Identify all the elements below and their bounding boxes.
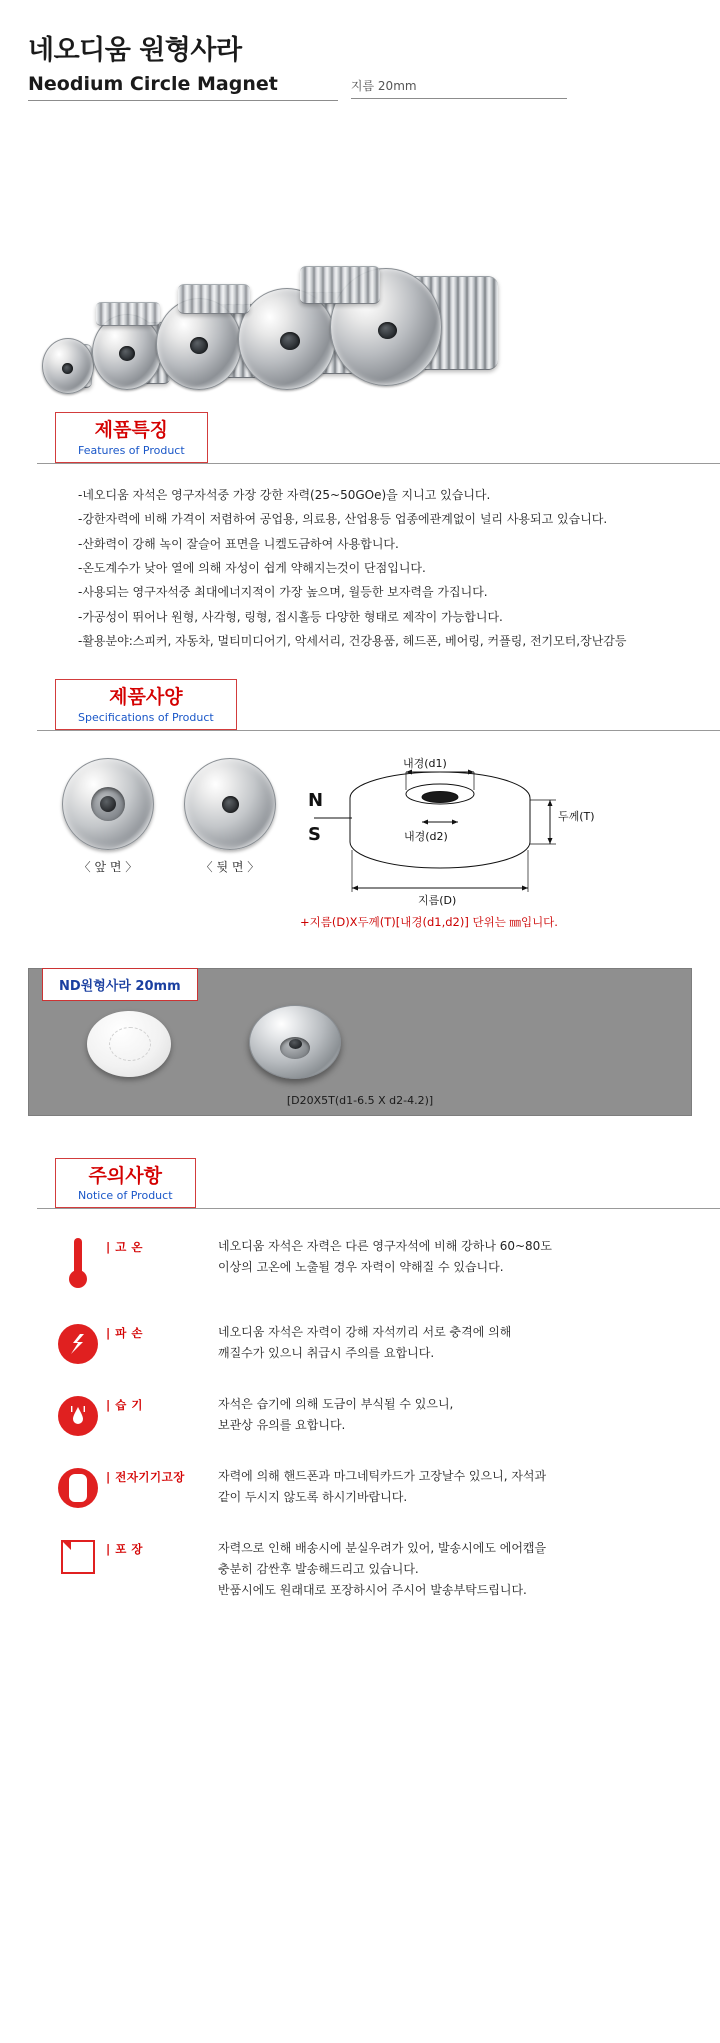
notice-line: 충분히 감싼후 발송해드리고 있습니다. — [218, 1562, 419, 1577]
notice-line: 자석은 습기에 의해 도금이 부식될 수 있으니, — [218, 1397, 454, 1412]
spec-unit-note: +지름(D)X두께(T)[내경(d1,d2)] 단위는 ㎜입니다. — [300, 914, 558, 929]
section-title-box-notice — [55, 1158, 196, 1209]
magnet-stack-8 — [96, 302, 160, 326]
divider — [37, 463, 720, 464]
magnet-hole-4 — [280, 332, 300, 350]
section-header-specs — [55, 673, 720, 730]
notice-tag: | 고 온 — [106, 1240, 143, 1255]
section-title-box-features — [55, 412, 208, 463]
hero-product-photo — [0, 116, 720, 406]
list-item: -활용분야:스피커, 자동차, 멀티미디어기, 악세서리, 건강용품, 헤드폰, 베어링, 커플링, 전기모터,장난감등 — [78, 634, 627, 649]
page-title-english: Neodium Circle Magnet — [28, 73, 338, 101]
divider — [37, 730, 720, 731]
magnet-front-image — [62, 758, 154, 850]
notice-tag: | 전자기기고장 — [106, 1470, 185, 1485]
dim-label-inner-d2: 내경(d2) — [404, 829, 448, 843]
list-item: -온도계수가 낮아 열에 의해 자성이 쉽게 약해지는것이 단점입니다. — [78, 561, 426, 576]
section-header-features — [55, 406, 720, 463]
notice-line: 반품시에도 원래대로 포장하시어 주시어 발송부탁드립니다. — [218, 1583, 527, 1598]
panel-model-label: ND원형사라 20mm — [42, 968, 198, 1001]
notice-row-temperature — [0, 1236, 720, 1292]
section-header-notice — [55, 1152, 720, 1209]
spec-front-caption: 〈 앞 면 〉 — [78, 859, 138, 874]
hero-stage — [0, 116, 720, 406]
features-list — [38, 487, 720, 651]
section-title-korean: 주의사항 — [88, 1164, 162, 1187]
magnet-hole-3 — [190, 337, 208, 354]
spec-back-caption: 〈 뒷 면 〉 — [200, 859, 260, 874]
product-steel-side-image — [249, 1005, 341, 1079]
notice-row-packaging — [0, 1538, 720, 1601]
notice-list — [0, 1236, 720, 1601]
notice-line: 자력에 의해 핸드폰과 마그네틱카드가 고장날수 있으니, 자석과 — [218, 1469, 547, 1484]
list-item: -강한자력에 비해 가격이 저렴하여 공업용, 의료용, 산업용등 업종에관계없이 널리 사용되고 있습니다. — [78, 512, 608, 527]
section-title-english: Features of Product — [78, 443, 185, 457]
notice-row-breakage — [0, 1322, 720, 1364]
page-title-korean: 네오디움 원형사라 — [28, 35, 242, 66]
magnet-hole-2 — [119, 346, 135, 361]
notice-row-electronics — [0, 1466, 720, 1508]
product-white-side-image — [87, 1011, 171, 1077]
notice-line: 같이 두시지 않도록 하시기바랍니다. — [218, 1490, 408, 1505]
notice-text — [218, 1394, 720, 1436]
notice-line: 자력으로 인해 배송시에 분실우려가 있어, 발송시에도 에어캡을 — [218, 1541, 547, 1556]
notice-tag: | 파 손 — [106, 1326, 143, 1341]
humidity-icon — [50, 1394, 106, 1436]
notice-row-humidity — [0, 1394, 720, 1436]
divider — [37, 1208, 720, 1209]
magnet-stack-7 — [178, 284, 250, 314]
dim-label-thickness: 두께(T) — [558, 809, 595, 823]
list-item: -산화력이 강해 녹이 잘슬어 표면을 니켈도금하여 사용합니다. — [78, 536, 399, 551]
section-title-box-specs — [55, 679, 237, 730]
magnet-stack-6 — [300, 266, 380, 304]
thermometer-icon — [50, 1236, 106, 1292]
section-title-korean: 제품특징 — [94, 419, 169, 441]
notice-text — [218, 1538, 720, 1601]
notice-line: 보관상 유의를 요합니다. — [218, 1418, 346, 1433]
section-title-english: Specifications of Product — [78, 710, 214, 724]
dim-label-inner-d1: 내경(d1) — [403, 756, 447, 770]
magnet-hole-5 — [378, 322, 397, 339]
spec-illustrations — [0, 742, 720, 952]
box-glyph — [61, 1540, 95, 1574]
list-item: -가공성이 뛰어나 원형, 사각형, 링형, 접시홀등 다양한 형태로 제작이 가능합니다. — [78, 609, 503, 624]
notice-line: 네오디움 자석은 자력은 다른 영구자석에 비해 강하나 60~80도 — [218, 1239, 552, 1254]
diagram-svg — [300, 750, 700, 940]
product-photo-panel — [28, 968, 692, 1116]
list-item: -사용되는 영구자석중 최대에너지적이 가장 높으며, 월등한 보자력을 가집니다. — [78, 585, 488, 600]
notice-text — [218, 1236, 720, 1278]
spec-front-view — [38, 758, 178, 875]
notice-text — [218, 1466, 720, 1508]
section-title-korean: 제품사양 — [109, 685, 183, 708]
break-icon — [50, 1322, 106, 1364]
magnet-hole-1 — [62, 363, 73, 374]
notice-line: 깨질수가 있으니 취급시 주의를 요합니다. — [218, 1346, 435, 1361]
phone-glyph — [69, 1474, 87, 1502]
notice-tag: | 습 기 — [106, 1398, 143, 1413]
magnet-back-image — [184, 758, 276, 850]
spec-back-view — [160, 758, 300, 875]
notice-text — [218, 1322, 720, 1364]
page-header — [0, 0, 720, 106]
dim-label-diameter: 지름(D) — [418, 893, 457, 907]
package-icon — [50, 1538, 106, 1574]
list-item: -네오디움 자석은 영구자석중 가장 강한 자력(25~50GOe)을 지니고 있습니다. — [78, 487, 491, 502]
pole-label-north: N — [308, 789, 324, 811]
crack-glyph — [67, 1332, 89, 1356]
notice-line: 네오디움 자석은 자력이 강해 자석끼리 서로 충격에 의해 — [218, 1325, 512, 1340]
page-subtitle: 지름 20mm — [351, 77, 567, 99]
notice-line: 이상의 고온에 노출될 경우 자력이 약해질 수 있습니다. — [218, 1260, 504, 1275]
droplet-glyph — [67, 1404, 89, 1428]
pole-label-south: S — [308, 823, 321, 845]
panel-dimension-caption: [D20X5T(d1-6.5 X d2-4.2)] — [286, 1093, 434, 1107]
dimension-diagram — [300, 750, 700, 940]
electronics-icon — [50, 1466, 106, 1508]
notice-tag: | 포 장 — [106, 1542, 143, 1557]
section-title-english: Notice of Product — [78, 1189, 173, 1203]
